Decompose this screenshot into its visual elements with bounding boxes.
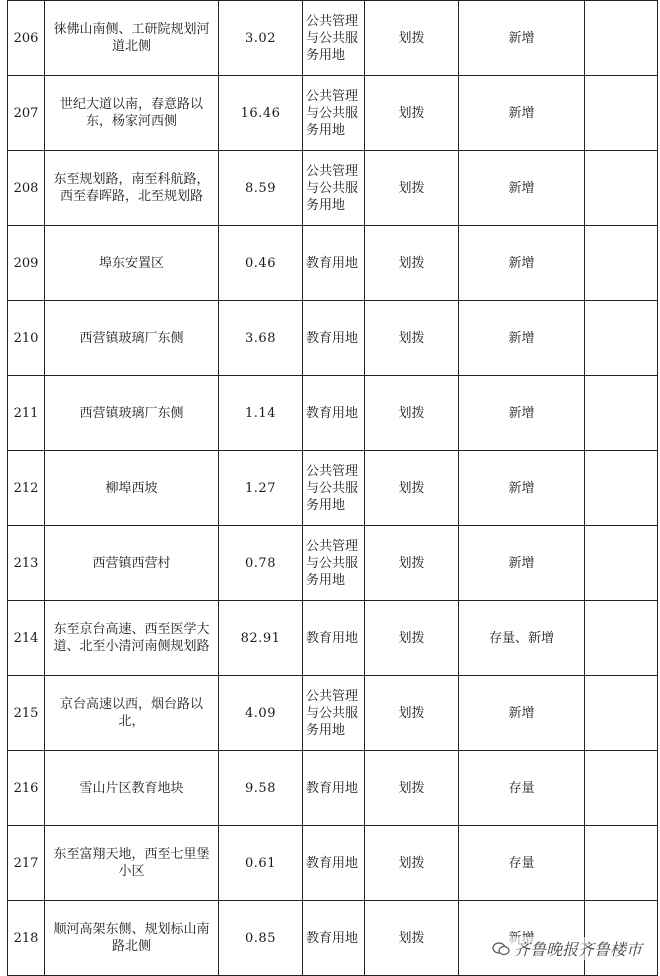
land-type-cell: 新增	[459, 676, 585, 751]
area-cell: 16.46	[219, 76, 303, 151]
land-type-cell: 新增	[459, 526, 585, 601]
note-cell	[585, 301, 658, 376]
row-number: 218	[8, 901, 45, 976]
land-use-cell: 教育用地	[303, 826, 365, 901]
supply-method-cell: 划拨	[365, 376, 459, 451]
note-cell	[585, 376, 658, 451]
location-cell: 东至规划路，南至科航路，西至春晖路，北至规划路	[45, 151, 219, 226]
area-cell: 9.58	[219, 751, 303, 826]
wechat-icon	[492, 942, 510, 956]
land-type-cell: 新增	[459, 301, 585, 376]
row-number: 216	[8, 751, 45, 826]
location-cell: 西营镇西营村	[45, 526, 219, 601]
location-cell: 世纪大道以南，春意路以东，杨家河西侧	[45, 76, 219, 151]
supply-method-cell: 划拨	[365, 526, 459, 601]
location-cell: 京台高速以西，烟台路以北，	[45, 676, 219, 751]
land-use-cell: 公共管理与公共服务用地	[303, 151, 365, 226]
table-row	[8, 676, 658, 751]
supply-method-cell: 划拨	[365, 451, 459, 526]
land-type-cell: 新增	[459, 151, 585, 226]
supply-method-cell: 划拨	[365, 151, 459, 226]
supply-method-cell: 划拨	[365, 751, 459, 826]
land-type-cell: 存量	[459, 751, 585, 826]
note-cell	[585, 1, 658, 76]
table-row	[8, 451, 658, 526]
land-type-cell: 新增	[459, 1, 585, 76]
area-cell: 0.46	[219, 226, 303, 301]
location-cell: 西营镇玻璃厂东侧	[45, 376, 219, 451]
table-row	[8, 751, 658, 826]
land-type-cell: 新增	[459, 376, 585, 451]
land-supply-table	[7, 0, 658, 976]
land-use-cell: 公共管理与公共服务用地	[303, 676, 365, 751]
land-type-cell: 新增	[459, 226, 585, 301]
location-cell: 埠东安置区	[45, 226, 219, 301]
land-use-cell: 教育用地	[303, 751, 365, 826]
table-row	[8, 1, 658, 76]
note-cell	[585, 76, 658, 151]
location-cell: 柳埠西坡	[45, 451, 219, 526]
supply-method-cell: 划拨	[365, 676, 459, 751]
supply-method-cell: 划拨	[365, 901, 459, 976]
row-number: 207	[8, 76, 45, 151]
location-cell: 东至富翔天地，西至七里堡小区	[45, 826, 219, 901]
area-cell: 1.14	[219, 376, 303, 451]
table-row	[8, 226, 658, 301]
row-number: 217	[8, 826, 45, 901]
row-number: 206	[8, 1, 45, 76]
location-cell: 徕佛山南侧、工研院规划河道北侧	[45, 1, 219, 76]
row-number: 208	[8, 151, 45, 226]
note-cell	[585, 826, 658, 901]
land-use-cell: 教育用地	[303, 301, 365, 376]
area-cell: 82.91	[219, 601, 303, 676]
table-row	[8, 526, 658, 601]
land-type-cell: 存量、新增	[459, 601, 585, 676]
land-use-cell: 教育用地	[303, 901, 365, 976]
location-cell: 顺河高架东侧、规划标山南路北侧	[45, 901, 219, 976]
note-cell	[585, 751, 658, 826]
table-row	[8, 826, 658, 901]
area-cell: 0.78	[219, 526, 303, 601]
supply-method-cell: 划拨	[365, 226, 459, 301]
watermark-text: 齐鲁晚报齐鲁楼市	[513, 940, 642, 959]
note-cell	[585, 526, 658, 601]
area-cell: 8.59	[219, 151, 303, 226]
supply-method-cell: 划拨	[365, 826, 459, 901]
row-number: 215	[8, 676, 45, 751]
table-row	[8, 376, 658, 451]
note-cell	[585, 676, 658, 751]
supply-method-cell: 划拨	[365, 76, 459, 151]
supply-method-cell: 划拨	[365, 601, 459, 676]
area-cell: 0.61	[219, 826, 303, 901]
table-row	[8, 76, 658, 151]
land-use-cell: 公共管理与公共服务用地	[303, 451, 365, 526]
land-type-cell: 存量	[459, 826, 585, 901]
supply-method-cell: 划拨	[365, 1, 459, 76]
location-cell: 东至京台高速、西至医学大道、北至小清河南侧规划路	[45, 601, 219, 676]
area-cell: 3.02	[219, 1, 303, 76]
land-type-cell: 新增	[459, 451, 585, 526]
land-use-cell: 公共管理与公共服务用地	[303, 76, 365, 151]
area-cell: 4.09	[219, 676, 303, 751]
land-use-cell: 教育用地	[303, 601, 365, 676]
row-number: 210	[8, 301, 45, 376]
note-cell	[585, 451, 658, 526]
note-cell	[585, 151, 658, 226]
row-number: 213	[8, 526, 45, 601]
area-cell: 1.27	[219, 451, 303, 526]
table-row	[8, 301, 658, 376]
area-cell: 0.85	[219, 901, 303, 976]
land-use-cell: 公共管理与公共服务用地	[303, 526, 365, 601]
table-row	[8, 601, 658, 676]
location-cell: 雪山片区教育地块	[45, 751, 219, 826]
row-number: 211	[8, 376, 45, 451]
table-row	[8, 151, 658, 226]
land-type-cell: 新增	[459, 76, 585, 151]
note-cell	[585, 601, 658, 676]
location-cell: 西营镇玻璃厂东侧	[45, 301, 219, 376]
note-cell	[585, 226, 658, 301]
land-use-cell: 教育用地	[303, 226, 365, 301]
land-use-cell: 教育用地	[303, 376, 365, 451]
area-cell: 3.68	[219, 301, 303, 376]
row-number: 209	[8, 226, 45, 301]
land-use-cell: 公共管理与公共服务用地	[303, 1, 365, 76]
supply-method-cell: 划拨	[365, 301, 459, 376]
watermark	[492, 937, 642, 960]
row-number: 212	[8, 451, 45, 526]
row-number: 214	[8, 601, 45, 676]
